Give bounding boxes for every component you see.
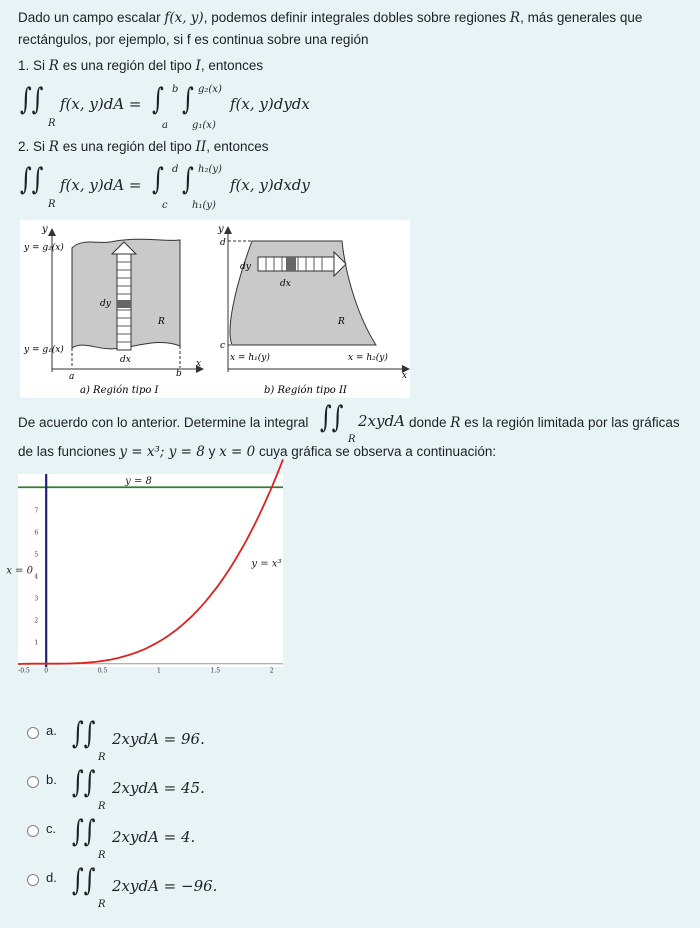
x-tick-label: 0.5	[97, 667, 108, 675]
x-tick-label: 2	[269, 667, 274, 675]
label-x-cubed: y = x³	[251, 558, 282, 570]
x-tick-label: -0.5	[18, 667, 30, 675]
dx-label: dx	[120, 355, 131, 365]
type2-text: , entonces	[206, 139, 269, 154]
caption-type-1: a) Región tipo I	[80, 385, 159, 396]
option-a-radio[interactable]	[27, 727, 39, 739]
lower-limit: c	[162, 200, 168, 211]
question-text: y	[204, 444, 220, 459]
option-b-region: R	[98, 801, 106, 812]
inner-lower-limit: h₁(y)	[192, 200, 216, 211]
option-c-letter: c.	[46, 821, 57, 836]
type1-text: , entonces	[200, 58, 264, 73]
region-types-figure	[20, 220, 410, 398]
dy-label: dy	[100, 299, 111, 309]
x-axis-label: x	[402, 371, 408, 381]
right-curve-label: x = h₂(y)	[348, 353, 388, 363]
x-tick-label: 1.5	[210, 667, 221, 675]
option-b-value: 2xydA = 45.	[112, 779, 205, 797]
region-symbol: R	[48, 58, 59, 74]
dx-label: dx	[280, 279, 291, 289]
lower-limit: a	[162, 120, 168, 131]
function-list: y = x³; y = 8	[119, 444, 205, 460]
a-label: a	[69, 372, 75, 382]
question-text: donde	[409, 415, 451, 430]
d-label: d	[220, 238, 226, 248]
type1-text: es una región del tipo	[58, 58, 196, 73]
question-integrand: 2xydA	[358, 412, 405, 430]
lower-curve-label: y = g₁(x)	[24, 345, 64, 355]
option-d-radio[interactable]	[27, 874, 39, 886]
question-text: es la región limitada por las gráficas	[460, 415, 680, 430]
y-tick-label: 4	[34, 573, 39, 581]
option-d-letter: d.	[46, 870, 57, 885]
intro-text: , más generales que	[520, 10, 643, 25]
question-line-1b	[409, 413, 680, 433]
dy-label: dy	[240, 262, 251, 272]
option-b-letter: b.	[46, 772, 57, 787]
formula-lhs: f(x, y)dA =	[60, 176, 142, 194]
question-line-2	[18, 442, 496, 462]
type1-text: 1. Si	[18, 58, 49, 73]
question-line-1	[18, 413, 308, 433]
question-text: de las funciones	[18, 444, 120, 459]
formula-lhs: f(x, y)dA =	[60, 95, 142, 113]
region-label: R	[338, 317, 345, 327]
caption-type-2: b) Región tipo II	[264, 385, 347, 396]
intro-text: Dado un campo escalar	[18, 10, 165, 25]
left-curve-label: x = h₁(y)	[230, 353, 270, 363]
option-a-region: R	[98, 752, 106, 763]
option-d-value: 2xydA = −96.	[112, 877, 218, 895]
x-axis-label: x	[196, 359, 202, 369]
region-label: R	[158, 317, 165, 327]
option-d-region: R	[98, 899, 106, 910]
label-x-0: x = 0	[6, 565, 33, 577]
type1-statement	[18, 56, 263, 76]
integrand: f(x, y)dydx	[230, 95, 310, 113]
label-y-8: y = 8	[125, 476, 152, 488]
type2-text: 2. Si	[18, 139, 49, 154]
region-symbol: R	[509, 10, 521, 26]
question-integral-region: R	[348, 434, 356, 445]
y-axis-label: y	[42, 224, 48, 235]
option-c-region: R	[98, 850, 106, 861]
type-symbol: II	[195, 139, 207, 155]
upper-curve-label: y = g₂(x)	[24, 243, 64, 253]
c-label: c	[220, 341, 226, 351]
option-c-value: 2xydA = 4.	[112, 828, 196, 846]
type-symbol: I	[195, 58, 201, 74]
y-tick-label: 3	[34, 595, 39, 603]
y-tick-label: 5	[34, 551, 39, 559]
type2-statement	[18, 137, 269, 157]
option-a-letter: a.	[46, 723, 57, 738]
inner-lower-limit: g₁(x)	[192, 120, 216, 131]
intro-text: , podemos definir integrales dobles sobre regiones	[203, 10, 510, 25]
region-symbol: R	[48, 139, 59, 155]
y-tick-label: 6	[34, 529, 39, 537]
x-tick-label: 0	[44, 667, 49, 675]
integrand: f(x, y)dxdy	[230, 176, 310, 194]
y-axis-label: y	[218, 224, 224, 235]
upper-limit: d	[172, 164, 179, 175]
option-c-radio[interactable]	[27, 825, 39, 837]
question-text: De acuerdo con lo anterior. Determine la integral	[18, 415, 309, 430]
formula-region: R	[48, 118, 56, 129]
function-x0: x = 0	[219, 444, 256, 460]
inner-upper-limit: h₂(y)	[198, 164, 222, 175]
function-plot	[6, 474, 283, 675]
region-symbol: R	[450, 415, 461, 431]
y-tick-label: 7	[34, 507, 39, 515]
option-a-value: 2xydA = 96.	[112, 730, 205, 748]
intro-line-1	[18, 8, 642, 28]
x-tick-label: 1	[157, 667, 161, 675]
scalar-field: f(x, y)	[164, 10, 204, 26]
type2-text: es una región del tipo	[58, 139, 196, 154]
y-tick-label: 1	[34, 639, 39, 647]
option-b-radio[interactable]	[27, 776, 39, 788]
question-text: cuya gráfica se observa a continuación:	[255, 444, 497, 459]
inner-upper-limit: g₂(x)	[198, 84, 222, 95]
y-tick-label: 2	[34, 617, 39, 625]
b-label: b	[176, 369, 182, 379]
intro-line-2: rectángulos, por ejemplo, si f es continua sobre una región	[18, 32, 369, 47]
upper-limit: b	[172, 84, 179, 95]
formula-region: R	[48, 199, 56, 210]
